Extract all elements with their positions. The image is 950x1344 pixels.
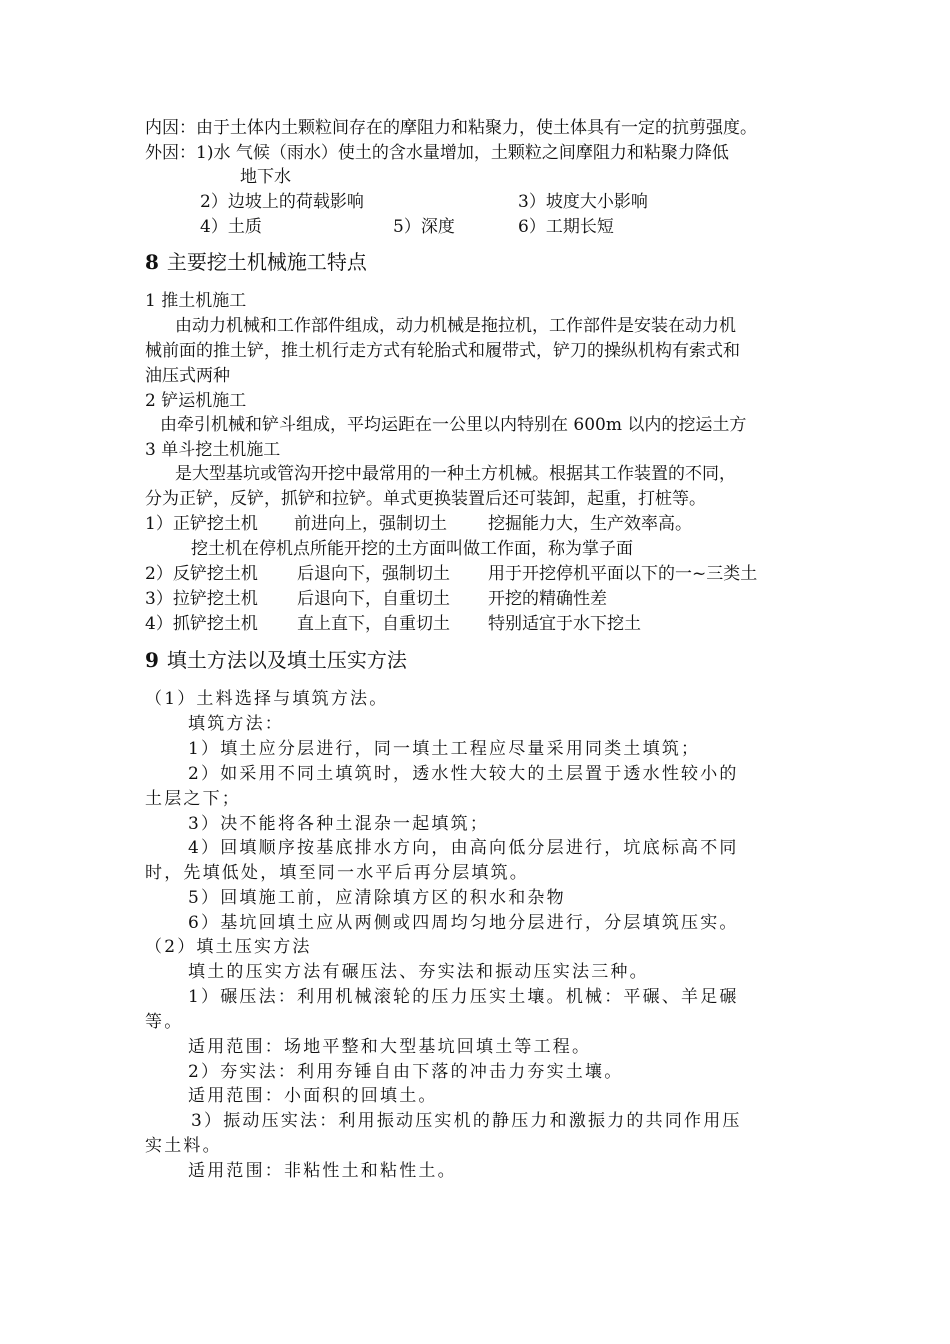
tamping-method: 2）夯实法：利用夯锤自由下落的冲击力夯实土壤。: [188, 1062, 624, 1082]
fill-rule-2-line-2: 土层之下；: [145, 789, 241, 809]
section-9-number: 9: [145, 648, 159, 672]
shovel-row-method: 前进向上，强制切土: [294, 514, 447, 534]
excavator-para-line-2: 分为正铲，反铲，抓铲和拉铲。单式更换装置后还可装卸，起重，打桩等。: [145, 489, 706, 509]
working-face-note: 挖土机在停机点所能开挖的土方面叫做工作面，称为掌子面: [191, 539, 633, 559]
clamshell-row-method: 直上直下，自重切土: [297, 614, 450, 634]
compaction-intro: 填土的压实方法有碾压法、夯实法和振动压实法三种。: [188, 962, 649, 982]
external-cause-line: 外因：1)水 气候（雨水）使土的含水量增加，土颗粒之间摩阻力和粘聚力降低: [145, 143, 729, 163]
fill-rule-4-line-2: 时，先填低处，填至同一水平后再分层填筑。: [145, 863, 529, 883]
bulldozer-para-line-1: 由动力机械和工作部件组成，动力机械是拖拉机，工作部件是安装在动力机: [175, 316, 736, 336]
scraper-heading: 2 铲运机施工: [145, 391, 247, 411]
section-8-heading: [145, 248, 367, 276]
rolling-method-line-1: 1）碾压法：利用机械滚轮的压力压实土壤。机械：平碾、羊足碾: [188, 987, 739, 1007]
rolling-method-line-2: 等。: [145, 1012, 184, 1032]
fill-rule-6: 6）基坑回填土应从两侧或四周均匀地分层进行，分层填筑压实。: [188, 913, 739, 933]
factor-2: 2）边坡上的荷载影响: [200, 192, 364, 212]
groundwater-line: 地下水: [240, 167, 291, 187]
fill-material-heading: （1）土料选择与填筑方法。: [145, 689, 389, 709]
factor-5: 5）深度: [393, 217, 455, 237]
excavator-para-line-1: 是大型基坑或管沟开挖中最常用的一种土方机械。根据其工作装置的不同，: [175, 464, 736, 484]
tamping-scope: 适用范围：小面积的回填土。: [188, 1086, 438, 1106]
fill-rule-3: 3）决不能将各种土混杂一起填筑；: [188, 814, 490, 834]
section-8-title: 主要挖土机械施工特点: [166, 250, 367, 274]
scraper-para: 由牵引机械和铲斗组成，平均运距在一公里以内特别在 600m 以内的挖运土方: [160, 415, 747, 435]
rolling-scope: 适用范围：场地平整和大型基坑回填土等工程。: [188, 1037, 592, 1057]
fill-method-label: 填筑方法：: [188, 714, 284, 734]
factor-6: 6）工期长短: [518, 217, 614, 237]
vibration-method-line-2: 实土料。: [145, 1136, 222, 1156]
internal-cause-line: 内因：由于土体内土颗粒间存在的摩阻力和粘聚力，使土体具有一定的抗剪强度。: [145, 118, 757, 138]
vibration-scope: 适用范围：非粘性土和粘性土。: [188, 1161, 457, 1181]
bulldozer-para-line-2: 械前面的推土铲，推土机行走方式有轮胎式和履带式，铲刀的操纵机构有索式和: [145, 341, 740, 361]
dragline-row-feature: 开挖的精确性差: [488, 589, 607, 609]
backhoe-row-name: 2）反铲挖土机: [145, 564, 258, 584]
clamshell-row-name: 4）抓铲挖土机: [145, 614, 258, 634]
backhoe-row-method: 后退向下，强制切土: [297, 564, 450, 584]
fill-rule-2-line-1: 2）如采用不同土填筑时，透水性大较大的土层置于透水性较小的: [188, 764, 739, 784]
backhoe-row-feature: 用于开挖停机平面以下的一~三类土: [488, 564, 758, 584]
vibration-method-line-1: 3）振动压实法：利用振动压实机的静压力和激振力的共同作用压: [191, 1111, 742, 1131]
excavator-heading: 3 单斗挖土机施工: [145, 440, 281, 460]
shovel-row-feature: 挖掘能力大，生产效率高。: [488, 514, 692, 534]
fill-rule-5: 5）回填施工前，应清除填方区的积水和杂物: [188, 888, 566, 908]
shovel-row-name: 1）正铲挖土机: [145, 514, 258, 534]
clamshell-row-feature: 特别适宜于水下挖土: [488, 614, 641, 634]
bulldozer-heading: 1 推土机施工: [145, 291, 247, 311]
fill-rule-4-line-1: 4）回填顺序按基底排水方向，由高向低分层进行，坑底标高不同: [188, 838, 739, 858]
factor-3: 3）坡度大小影响: [518, 192, 648, 212]
dragline-row-name: 3）拉铲挖土机: [145, 589, 258, 609]
section-8-number: 8: [145, 250, 159, 274]
dragline-row-method: 后退向下，自重切土: [297, 589, 450, 609]
bulldozer-para-line-3: 油压式两种: [145, 366, 230, 386]
section-9-heading: [145, 646, 407, 674]
section-9-title: 填土方法以及填土压实方法: [166, 648, 407, 672]
compaction-heading: （2）填土压实方法: [145, 937, 312, 957]
fill-rule-1: 1）填土应分层进行，同一填土工程应尽量采用同类土填筑；: [188, 739, 701, 759]
factor-4: 4）土质: [200, 217, 262, 237]
